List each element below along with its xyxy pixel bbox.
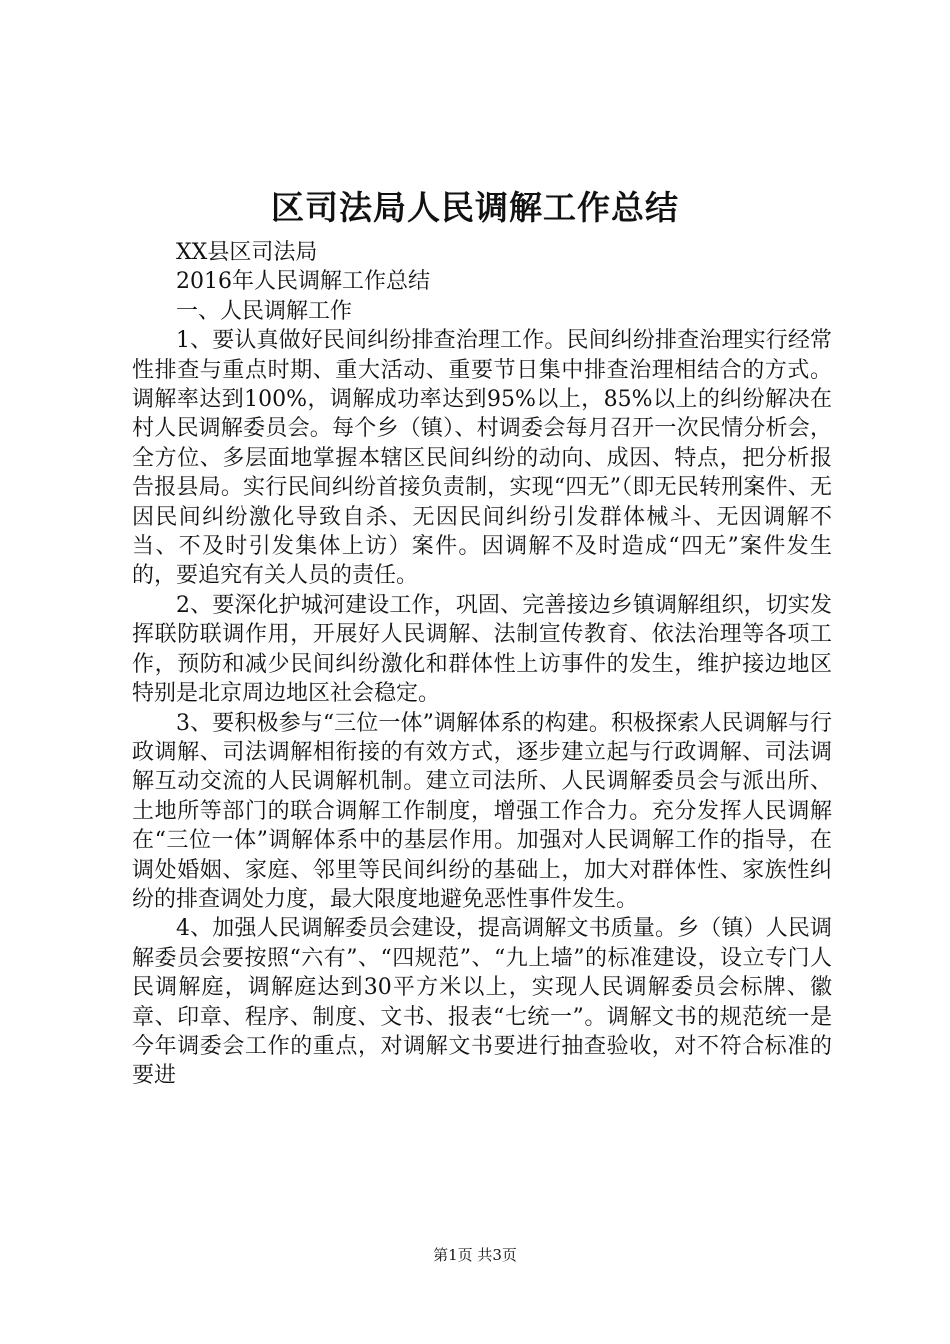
section-heading: 一、人民调解工作 <box>176 298 353 324</box>
org-name-line: XX县区司法局 <box>176 240 318 265</box>
body-paragraph: 2、要深化护城河建设工作，巩固、完善接边乡镇调解组织，切实发挥联防联调作用，开展好人民调解、法制宣传教育、依法治理等各项工作，预防和减少民间纠纷激化和群体性上访事件的发生，维护接边地区特别是北京周边地区社会稳定。 <box>132 592 832 707</box>
body-paragraph: 4、加强人民调解委员会建设，提高调解文书质量。乡（镇）人民调解委员会要按照“六有”、“四规范”、“九上墙”的标准建设，设立专门人民调解庭，调解庭达到30平方米以上，实现人民调解委员会标牌、徽章、印章、程序、制度、文书、报表“七统一”。调解文书的规范统一是今年调委会工作的重点，对调解文书要进行抽查验收，对不符合标准的要进 <box>132 916 832 1089</box>
page-number-footer: 第1页 共3页 <box>433 1246 517 1264</box>
body-paragraph: 1、要认真做好民间纠纷排查治理工作。民间纠纷排查治理实行经常性排查与重点时期、重大活动、重要节日集中排查治理相结合的方式。调解率达到100%，调解成功率达到95%以上，85%以上的纠纷解决在村人民调解委员会。每个乡（镇）、村调委会每月召开一次民情分析会，全方位、多层面地掌握本辖区民间纠纷的动向、成因、特点，把分析报告报县局。实行民间纠纷首接负责制，实现“四无”（即无民转刑案件、无因民间纠纷激化导致自杀、无因民间纠纷引发群体械斗、无因调解不当、不及时引发集体上访）案件。因调解不及时造成“四无”案件发生的，要追究有关人员的责任。 <box>132 328 832 589</box>
body-paragraph: 3、要积极参与“三位一体”调解体系的构建。积极探索人民调解与行政调解、司法调解相衔接的有效方式，逐步建立起与行政调解、司法调解互动交流的人民调解机制。建立司法所、人民调解委员会与派出所、土地所等部门的联合调解工作制度，增强工作合力。充分发挥人民调解在“三位一体”调解体系中的基层作用。加强对人民调解工作的指导，在调处婚姻、家庭、邻里等民间纠纷的基础上，加大对群体性、家族性纠纷的排查调处力度，最大限度地避免恶性事件发生。 <box>132 710 832 912</box>
document-title: 区司法局人民调解工作总结 <box>271 188 679 227</box>
report-title-line: 2016年人民调解工作总结 <box>176 269 430 295</box>
document-body <box>132 238 832 1091</box>
